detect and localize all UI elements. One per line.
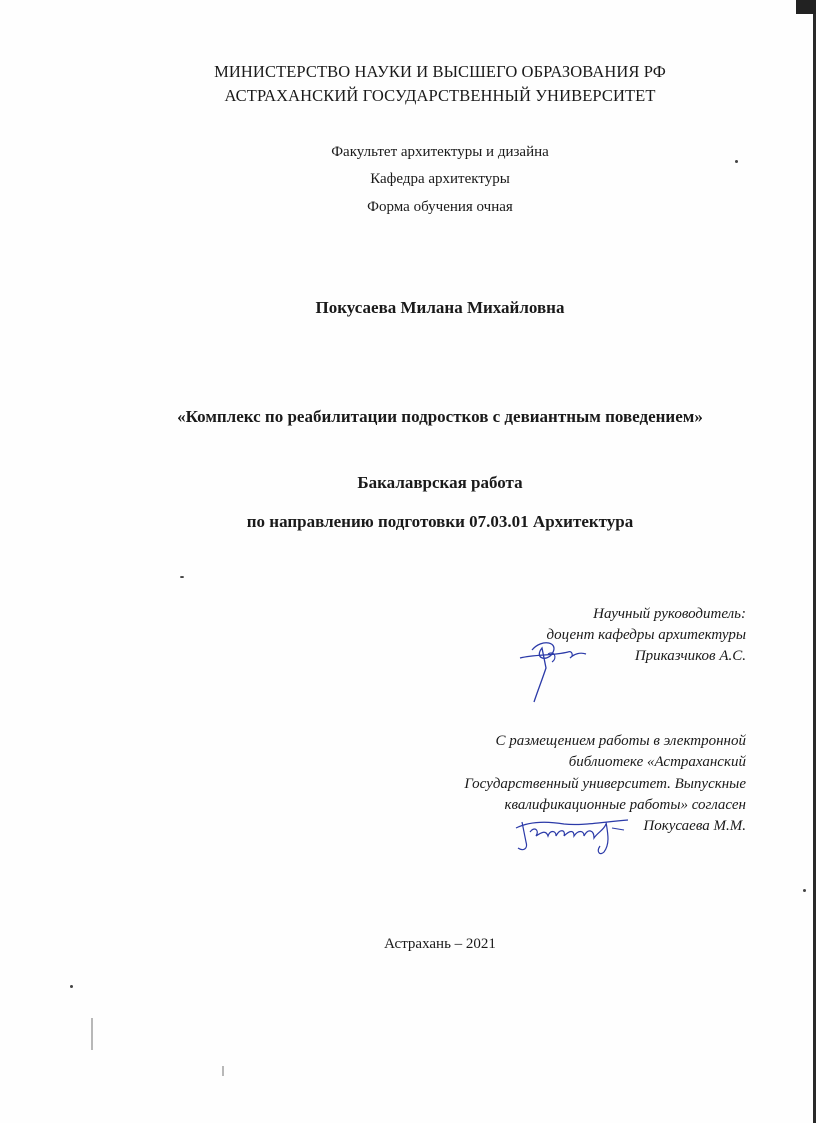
scan-speck: [180, 576, 184, 578]
scan-corner: [796, 0, 816, 14]
scan-scratch: [91, 1018, 93, 1050]
author-name: Покусаева Милана Михайловна: [315, 298, 565, 317]
faculty-name: Факультет архитектуры и дизайна: [331, 144, 549, 160]
agreement-line-2: библиотеке «Астраханский: [568, 754, 746, 770]
department-name: Кафедра архитектуры: [370, 171, 510, 187]
agreement-line-3: Государственный университет. Выпускные: [464, 776, 746, 792]
scan-scratch: [222, 1066, 224, 1076]
ministry-name: МИНИСТЕРСТВО НАУКИ И ВЫСШЕГО ОБРАЗОВАНИЯ РФ: [214, 62, 666, 81]
supervisor-label: Научный руководитель:: [593, 606, 746, 622]
agreement-line-4: квалификационные работы» согласен: [504, 797, 746, 813]
agreement-signer-name: Покусаева М.М.: [643, 818, 746, 834]
city-year: Астрахань – 2021: [384, 936, 496, 952]
scan-speck: [735, 160, 738, 163]
thesis-title: «Комплекс по реабилитации подростков с девиантным поведением»: [177, 407, 703, 426]
supervisor-position: доцент кафедры архитектуры: [546, 627, 746, 643]
study-form: Форма обучения очная: [367, 199, 513, 215]
supervisor-name: Приказчиков А.С.: [634, 648, 746, 664]
agreement-line-1: С размещением работы в электронной: [495, 733, 746, 749]
university-name: АСТРАХАНСКИЙ ГОСУДАРСТВЕННЫЙ УНИВЕРСИТЕТ: [224, 86, 656, 105]
author-signature: [512, 808, 632, 858]
study-direction: по направлению подготовки 07.03.01 Архитектура: [246, 512, 634, 531]
scan-speck: [70, 985, 73, 988]
scan-speck: [803, 889, 806, 892]
work-type: Бакалаврская работа: [357, 473, 523, 492]
